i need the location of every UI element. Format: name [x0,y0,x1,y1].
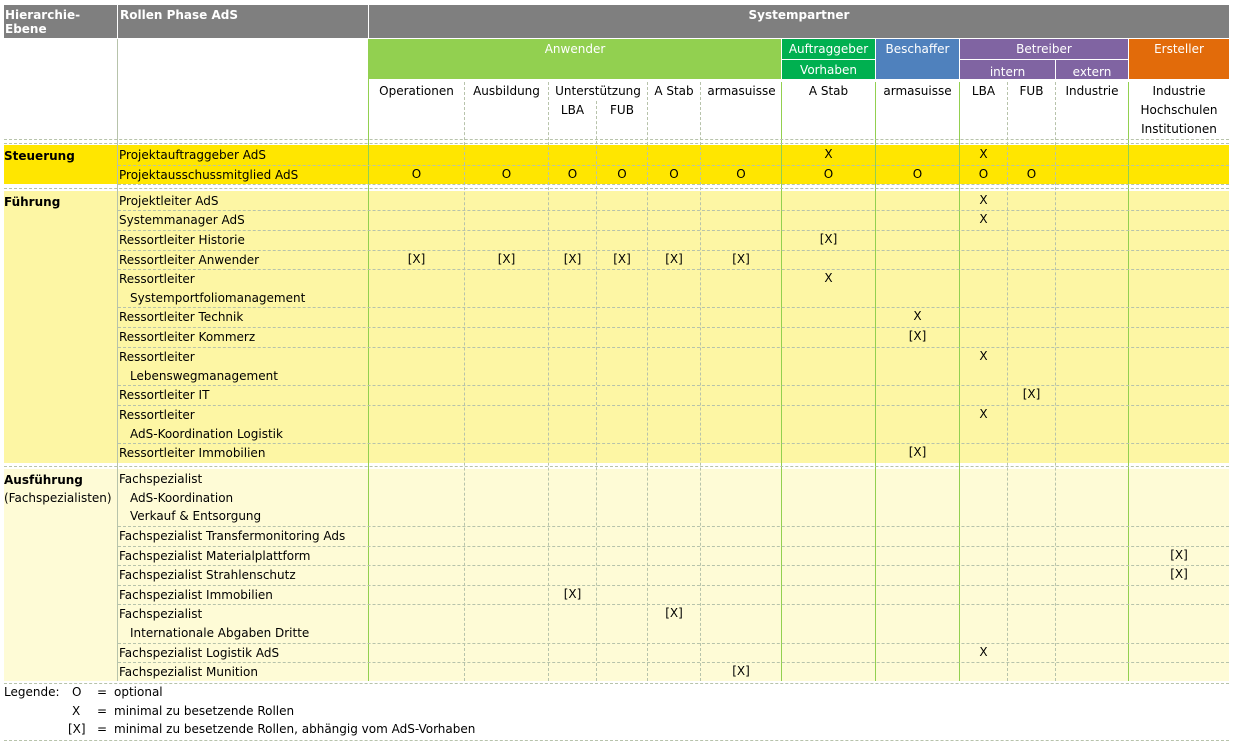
col-ausbildung: Ausbildung [473,84,540,98]
role-label-line: Fachspezialist Munition [119,665,258,679]
role-label-line: Verkauf & Entsorgung [130,509,262,523]
matrix-mark: X [824,147,833,161]
role-label-line: Ressortleiter [119,408,195,422]
group-extern: extern [1056,60,1128,79]
group-auftraggeber: Auftraggeber [782,39,875,59]
matrix-mark: O [567,167,578,181]
role-label-line: Lebenswegmanagement [130,368,278,383]
role-label-line: Ressortleiter Anwender [119,253,260,267]
legend-sym-bx: [X] [68,722,86,736]
grid-hline [118,347,1229,348]
level-steuerung: Steuerung [4,149,75,163]
matrix-mark: [X] [497,252,516,266]
matrix-mark: O [501,167,512,181]
role-label-line: Ressortleiter IT [119,388,210,402]
role-label [119,470,261,526]
col-fub-betreiber: FUB [1019,84,1044,98]
role-label [119,348,278,385]
legend-text-bx: minimal zu besetzende Rollen, abhängig vom AdS-Vorhaben [114,722,476,736]
matrix-mark: O [669,167,679,181]
role-label-line: Fachspezialist Transfermonitoring Ads [119,529,346,543]
matrix-mark: [X] [732,664,750,678]
matrix-mark: X [979,645,988,659]
role-label-line: Ressortleiter Immobilien [119,446,266,460]
col-ersteller-line3: Institutionen [1141,122,1217,136]
role-label [119,586,273,605]
role-label [119,231,245,250]
role-label [119,328,255,347]
matrix-mark: X [913,309,922,323]
grid-hline [4,143,1229,144]
role-label-line: Fachspezialist Logistik AdS [119,646,280,660]
role-label-line: Fachspezialist [119,607,203,621]
matrix-mark: O [411,167,422,181]
role-label [119,251,259,270]
grid-hline [4,188,1229,189]
matrix-mark: [X] [819,232,838,246]
legend-sym-x: X [72,704,81,718]
role-label [119,444,265,463]
role-label-line: AdS-Koordination [130,490,234,505]
role-label-line: Ressortleiter [119,272,195,286]
matrix-mark: O [978,167,989,181]
role-label-line: Fachspezialist Immobilien [119,588,273,602]
role-label [119,211,245,230]
legend-eq-x: = [97,704,108,718]
matrix-mark: [X] [665,252,683,266]
matrix-mark: [X] [1170,567,1188,581]
header-systempartner: Systempartner [369,5,1229,38]
grid-hline [118,643,1229,644]
role-label-line: Systemportfoliomanagement [130,290,306,305]
grid-hline [118,405,1229,406]
col-industrie-betreiber: Industrie [1065,84,1119,98]
col-astab-anwender: A Stab [654,84,694,98]
role-label-line: Ressortleiter Kommerz [119,330,256,344]
level-ausfuehrung: Ausführung (Fachspezialisten) [4,473,112,505]
col-lba-anwender: LBA [560,103,585,117]
matrix-mark: O [823,167,834,181]
col-unterstuetzung: Unterstützung [555,84,641,98]
col-fub-anwender: FUB [610,103,634,117]
role-label [119,192,219,211]
col-armasuisse-beschaffer: armasuisse [883,84,952,98]
role-label [119,308,243,327]
grid-vline [1128,82,1129,681]
grid-hline [118,210,1229,211]
legend-eq-o: = [97,685,108,699]
group-beschaffer: Beschaffer [876,39,959,79]
matrix-mark: O [736,167,746,181]
role-label-line: Projektausschussmitglied AdS [119,168,299,182]
matrix-mark: X [979,212,988,226]
matrix-mark: O [617,167,627,181]
group-anwender: Anwender [369,39,781,79]
legend-text-o: optional [114,685,163,699]
grid-hline [118,230,1229,231]
role-label-line: Projektauftraggeber AdS [119,148,266,162]
header-hierarchy: Hierarchie-Ebene [4,5,117,38]
col-ersteller-line2: Hochschulen [1140,103,1218,117]
matrix-mark: X [824,271,833,285]
role-label [119,566,296,585]
matrix-mark: [X] [563,252,582,266]
group-vorhaben: Vorhaben [782,60,875,79]
matrix-mark: [X] [1022,387,1041,401]
matrix-mark: [X] [613,252,631,266]
grid-hline [4,740,1229,741]
group-betreiber: Betreiber [960,39,1128,59]
role-label-line: Ressortleiter [119,350,195,364]
legend-sym-o: O [72,685,82,699]
matrix-mark: O [912,167,923,181]
group-ersteller: Ersteller [1129,39,1229,79]
grid-vline [1055,82,1056,681]
role-label-line: Ressortleiter Technik [119,310,244,324]
role-label-line: Fachspezialist Materialplattform [119,549,311,563]
col-armasuisse-anwender: armasuisse [707,84,776,98]
matrix-mark: [X] [732,252,750,266]
grid-hline [4,466,1229,467]
matrix-mark: [X] [563,587,582,601]
col-operationen: Operationen [379,84,454,98]
role-label-line: Fachspezialist Strahlenschutz [119,568,296,582]
grid-hline [4,683,1229,684]
matrix-mark: [X] [908,329,927,343]
role-label [119,270,305,307]
grid-hline [118,307,1229,308]
matrix-mark: X [979,147,988,161]
role-label [119,644,279,663]
role-label [119,166,298,185]
matrix-mark: X [979,349,988,363]
role-label-line: Systemmanager AdS [119,213,245,227]
role-label [119,547,310,566]
grid-hline [118,443,1229,444]
col-astab-auftraggeber: A Stab [808,84,849,98]
col-lba-betreiber: LBA [971,84,996,98]
role-label-line: Fachspezialist [119,472,203,486]
role-label [119,663,258,682]
role-label [119,386,209,405]
header-roles: Rollen Phase AdS [118,5,368,38]
grid-hline [4,139,1229,140]
matrix-mark: O [1026,167,1037,181]
role-label [119,605,309,642]
role-label [119,527,345,546]
grid-hline [118,327,1229,328]
legend-title: Legende: [4,685,60,699]
role-label-line: Ressortleiter Historie [119,233,245,247]
level-fuehrung: Führung [4,195,61,209]
grid-hline [118,385,1229,386]
matrix-mark: [X] [407,252,426,266]
col-ersteller-line1: Industrie [1152,84,1206,98]
matrix-mark: [X] [665,606,683,620]
role-label [119,406,283,443]
matrix-mark: X [979,193,988,207]
matrix-mark: [X] [1170,548,1188,562]
matrix-mark: [X] [908,445,927,459]
grid-hline [118,585,1229,586]
role-label [119,146,266,165]
matrix-mark: X [979,407,988,421]
role-label-line: Projektleiter AdS [119,194,219,208]
grid-hline [118,662,1229,663]
group-intern: intern [960,60,1055,79]
role-label-line: AdS-Koordination Logistik [130,426,283,441]
role-label-line: Internationale Abgaben Dritte [130,625,310,640]
legend-text-x: minimal zu besetzende Rollen [114,704,295,718]
legend-eq-bx: = [97,722,108,736]
